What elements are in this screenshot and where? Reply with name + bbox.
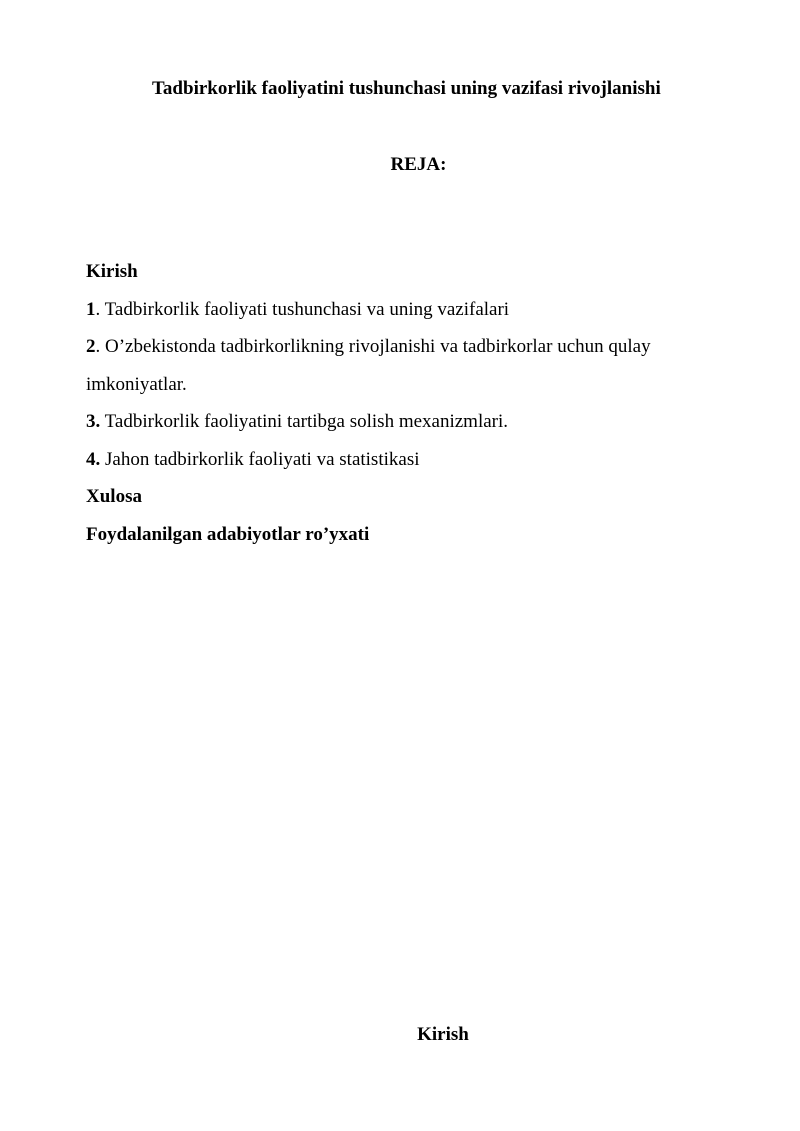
plan-item-number: 3. bbox=[86, 411, 101, 432]
plan-heading: REJA: bbox=[390, 154, 447, 175]
plan-item-number: 4. bbox=[86, 448, 101, 470]
plan-item bbox=[86, 403, 746, 441]
plan-item-separator: . bbox=[95, 336, 101, 357]
plan-item-text: Tadbirkorlik faoliyati tushunchasi va uning vazifalari bbox=[100, 298, 510, 320]
plan-item bbox=[86, 328, 746, 403]
plan-intro: Kirish bbox=[86, 261, 138, 282]
plan-item-text: Tadbirkorlik faoliyatini tartibga solish mexanizmlari. bbox=[100, 411, 509, 432]
plan-item-text: O’zbekistonda tadbirkorlikning rivojlanishi va tadbirkorlar uchun qulay imkoniyatlar. bbox=[86, 336, 651, 395]
plan-item-separator: . bbox=[95, 298, 101, 320]
section-heading: Kirish bbox=[417, 1024, 469, 1045]
plan-references: Foydalanilgan adabiyotlar ro’yxati bbox=[86, 523, 370, 545]
plan-conclusion: Xulosa bbox=[86, 486, 142, 507]
plan-item-number: 1 bbox=[86, 298, 96, 320]
document-title: Tadbirkorlik faoliyatini tushunchasi uning vazifasi rivojlanishi bbox=[152, 78, 661, 99]
plan-item bbox=[86, 441, 746, 479]
plan-item-number: 2 bbox=[86, 336, 96, 357]
plan-list bbox=[86, 253, 746, 553]
plan-item bbox=[86, 291, 746, 329]
plan-item-text: Jahon tadbirkorlik faoliyati va statistikasi bbox=[100, 448, 420, 470]
